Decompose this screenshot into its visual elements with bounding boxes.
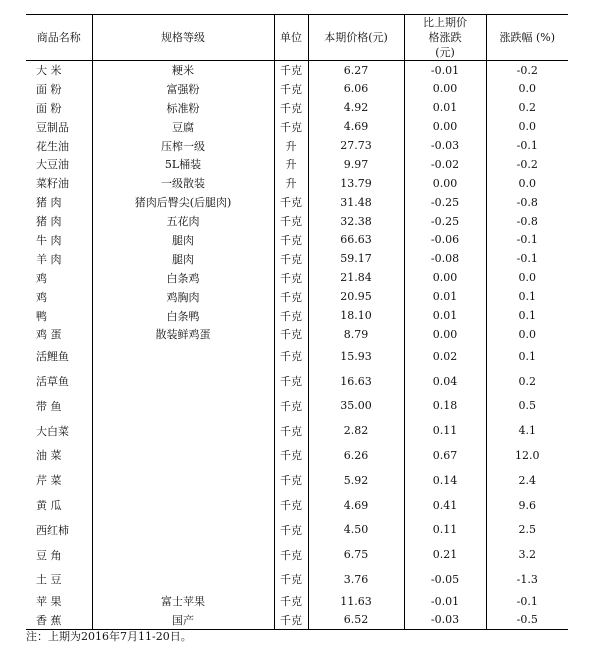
table-row xyxy=(26,117,568,136)
table-row xyxy=(26,468,568,493)
cell-price: 6.52 xyxy=(308,611,404,630)
cell-spec xyxy=(92,468,274,493)
cell-name: 活草鱼 xyxy=(36,375,69,389)
cell-spec: 猪肉后臀尖(后腿肉) xyxy=(92,193,274,212)
cell-unit: 千克 xyxy=(274,212,308,231)
cell-spec: 富士苹果 xyxy=(92,592,274,611)
cell-change: 0.00 xyxy=(404,117,486,136)
cell-name: 鸡 xyxy=(36,271,47,285)
table-row xyxy=(26,212,568,231)
cell-pct: 0.0 xyxy=(486,79,568,98)
cell-pct: -0.2 xyxy=(486,61,568,80)
cell-name: 油 菜 xyxy=(36,449,62,463)
table-row xyxy=(26,98,568,117)
cell-pct: -0.1 xyxy=(486,231,568,250)
cell-price: 6.26 xyxy=(308,443,404,468)
cell-spec xyxy=(92,542,274,567)
cell-spec: 粳米 xyxy=(92,61,274,80)
cell-price: 20.95 xyxy=(308,287,404,306)
cell-unit: 千克 xyxy=(274,249,308,268)
cell-price: 11.63 xyxy=(308,592,404,611)
table-row xyxy=(26,369,568,394)
cell-change: 0.14 xyxy=(404,468,486,493)
cell-name: 大白菜 xyxy=(36,424,69,438)
cell-spec xyxy=(92,418,274,443)
cell-unit: 千克 xyxy=(274,231,308,250)
cell-spec xyxy=(92,369,274,394)
table-row xyxy=(26,174,568,193)
cell-change: 0.02 xyxy=(404,344,486,369)
cell-name: 带 鱼 xyxy=(36,399,62,413)
table-row xyxy=(26,61,568,80)
table-row xyxy=(26,344,568,369)
cell-price: 5.92 xyxy=(308,468,404,493)
cell-pct: 2.4 xyxy=(486,468,568,493)
cell-spec xyxy=(92,393,274,418)
cell-price: 4.50 xyxy=(308,517,404,542)
cell-price: 6.27 xyxy=(308,61,404,80)
cell-price: 16.63 xyxy=(308,369,404,394)
cell-spec: 散装鲜鸡蛋 xyxy=(92,325,274,344)
table-body xyxy=(26,61,568,630)
header-spec: 规格等级 xyxy=(92,15,274,61)
cell-unit: 千克 xyxy=(274,542,308,567)
table-row xyxy=(26,231,568,250)
cell-change: 0.18 xyxy=(404,393,486,418)
cell-unit: 千克 xyxy=(274,79,308,98)
cell-spec: 鸡胸肉 xyxy=(92,287,274,306)
cell-price: 6.75 xyxy=(308,542,404,567)
cell-price: 15.93 xyxy=(308,344,404,369)
cell-unit: 千克 xyxy=(274,98,308,117)
table-row xyxy=(26,79,568,98)
cell-unit: 千克 xyxy=(274,268,308,287)
cell-change: 0.01 xyxy=(404,287,486,306)
cell-price: 4.69 xyxy=(308,117,404,136)
cell-price: 2.82 xyxy=(308,418,404,443)
cell-name: 大豆油 xyxy=(36,158,69,172)
cell-change: -0.25 xyxy=(404,212,486,231)
cell-change: -0.06 xyxy=(404,231,486,250)
table-row xyxy=(26,517,568,542)
cell-spec: 白条鸡 xyxy=(92,268,274,287)
cell-spec: 标准粉 xyxy=(92,98,274,117)
cell-spec xyxy=(92,493,274,518)
cell-price: 8.79 xyxy=(308,325,404,344)
cell-spec xyxy=(92,443,274,468)
cell-price: 13.79 xyxy=(308,174,404,193)
cell-spec: 豆腐 xyxy=(92,117,274,136)
cell-name: 菜籽油 xyxy=(36,177,69,191)
price-table xyxy=(26,14,568,630)
header-price: 本期价格(元) xyxy=(308,15,404,61)
cell-name: 西红柿 xyxy=(36,523,69,537)
cell-price: 4.69 xyxy=(308,493,404,518)
cell-change: 0.11 xyxy=(404,418,486,443)
cell-spec: 腿肉 xyxy=(92,231,274,250)
table-row xyxy=(26,155,568,174)
cell-pct: -0.8 xyxy=(486,193,568,212)
cell-name: 活鲤鱼 xyxy=(36,350,69,364)
cell-name: 大 米 xyxy=(36,64,62,78)
cell-pct: 12.0 xyxy=(486,443,568,468)
cell-name: 鸡 xyxy=(36,290,47,304)
table-row xyxy=(26,592,568,611)
table-row xyxy=(26,287,568,306)
table-header xyxy=(26,15,568,61)
cell-unit: 千克 xyxy=(274,611,308,630)
cell-pct: 0.1 xyxy=(486,287,568,306)
cell-change: 0.41 xyxy=(404,493,486,518)
cell-pct: 4.1 xyxy=(486,418,568,443)
cell-name: 土 豆 xyxy=(36,573,62,587)
cell-spec xyxy=(92,344,274,369)
cell-price: 18.10 xyxy=(308,306,404,325)
cell-price: 9.97 xyxy=(308,155,404,174)
footnote: 注：上期为2016年7月11-20日。 xyxy=(26,630,192,643)
cell-price: 32.38 xyxy=(308,212,404,231)
cell-unit: 千克 xyxy=(274,567,308,592)
cell-unit: 千克 xyxy=(274,287,308,306)
cell-unit: 千克 xyxy=(274,493,308,518)
cell-spec xyxy=(92,517,274,542)
cell-name: 鸡 蛋 xyxy=(36,328,62,342)
cell-spec: 压榨一级 xyxy=(92,136,274,155)
cell-unit: 千克 xyxy=(274,117,308,136)
cell-price: 31.48 xyxy=(308,193,404,212)
cell-pct: 0.0 xyxy=(486,174,568,193)
cell-change: 0.21 xyxy=(404,542,486,567)
cell-pct: -0.5 xyxy=(486,611,568,630)
cell-pct: -0.1 xyxy=(486,136,568,155)
cell-price: 3.76 xyxy=(308,567,404,592)
cell-unit: 升 xyxy=(274,136,308,155)
table-row xyxy=(26,306,568,325)
cell-change: -0.05 xyxy=(404,567,486,592)
cell-change: 0.01 xyxy=(404,98,486,117)
cell-change: 0.00 xyxy=(404,268,486,287)
cell-change: -0.01 xyxy=(404,592,486,611)
cell-pct: 0.2 xyxy=(486,98,568,117)
cell-unit: 千克 xyxy=(274,443,308,468)
cell-change: 0.01 xyxy=(404,306,486,325)
cell-price: 4.92 xyxy=(308,98,404,117)
cell-change: -0.08 xyxy=(404,249,486,268)
cell-change: -0.03 xyxy=(404,611,486,630)
cell-unit: 千克 xyxy=(274,592,308,611)
header-unit: 单位 xyxy=(274,15,308,61)
cell-pct: 0.1 xyxy=(486,306,568,325)
cell-price: 66.63 xyxy=(308,231,404,250)
cell-pct: 0.0 xyxy=(486,117,568,136)
cell-spec: 国产 xyxy=(92,611,274,630)
header-pct: 涨跌幅 (%) xyxy=(486,15,568,61)
table-row xyxy=(26,249,568,268)
table-row xyxy=(26,443,568,468)
cell-pct: 2.5 xyxy=(486,517,568,542)
table-row xyxy=(26,542,568,567)
cell-name: 苹 果 xyxy=(36,595,62,609)
cell-unit: 千克 xyxy=(274,306,308,325)
cell-pct: 0.5 xyxy=(486,393,568,418)
cell-unit: 升 xyxy=(274,174,308,193)
table-row xyxy=(26,418,568,443)
cell-name: 花生油 xyxy=(36,139,69,153)
cell-pct: 0.2 xyxy=(486,369,568,394)
cell-pct: 3.2 xyxy=(486,542,568,567)
table-row xyxy=(26,611,568,630)
cell-pct: 9.6 xyxy=(486,493,568,518)
cell-unit: 千克 xyxy=(274,61,308,80)
cell-unit: 千克 xyxy=(274,517,308,542)
cell-spec: 一级散装 xyxy=(92,174,274,193)
cell-change: 0.00 xyxy=(404,325,486,344)
cell-change: 0.67 xyxy=(404,443,486,468)
table-row xyxy=(26,493,568,518)
cell-price: 6.06 xyxy=(308,79,404,98)
cell-name: 芹 菜 xyxy=(36,474,62,488)
cell-pct: -0.1 xyxy=(486,592,568,611)
cell-spec: 白条鸭 xyxy=(92,306,274,325)
cell-change: -0.25 xyxy=(404,193,486,212)
cell-spec xyxy=(92,567,274,592)
table-row xyxy=(26,567,568,592)
table-row xyxy=(26,268,568,287)
cell-unit: 千克 xyxy=(274,325,308,344)
cell-pct: -0.1 xyxy=(486,249,568,268)
cell-price: 59.17 xyxy=(308,249,404,268)
cell-unit: 升 xyxy=(274,155,308,174)
cell-unit: 千克 xyxy=(274,468,308,493)
cell-name: 面 粉 xyxy=(36,101,62,115)
cell-spec: 富强粉 xyxy=(92,79,274,98)
cell-unit: 千克 xyxy=(274,344,308,369)
cell-name: 豆 角 xyxy=(36,548,62,562)
header-name: 商品名称 xyxy=(26,15,92,61)
cell-change: -0.03 xyxy=(404,136,486,155)
cell-name: 猪 肉 xyxy=(36,196,62,210)
cell-pct: 0.1 xyxy=(486,344,568,369)
cell-change: 0.00 xyxy=(404,174,486,193)
cell-pct: -1.3 xyxy=(486,567,568,592)
table-row xyxy=(26,325,568,344)
table-row xyxy=(26,393,568,418)
cell-pct: -0.2 xyxy=(486,155,568,174)
cell-unit: 千克 xyxy=(274,418,308,443)
table-row xyxy=(26,193,568,212)
cell-pct: 0.0 xyxy=(486,268,568,287)
cell-spec: 腿肉 xyxy=(92,249,274,268)
cell-unit: 千克 xyxy=(274,393,308,418)
cell-name: 鸭 xyxy=(36,309,47,323)
cell-name: 面 粉 xyxy=(36,82,62,96)
cell-name: 香 蕉 xyxy=(26,611,92,630)
cell-name: 猪 肉 xyxy=(36,215,62,229)
cell-spec: 5L桶装 xyxy=(92,155,274,174)
cell-spec: 五花肉 xyxy=(92,212,274,231)
cell-change: 0.11 xyxy=(404,517,486,542)
cell-unit: 千克 xyxy=(274,193,308,212)
cell-change: 0.04 xyxy=(404,369,486,394)
cell-pct: -0.8 xyxy=(486,212,568,231)
cell-change: -0.02 xyxy=(404,155,486,174)
cell-unit: 千克 xyxy=(274,369,308,394)
cell-price: 35.00 xyxy=(308,393,404,418)
cell-name: 羊 肉 xyxy=(36,252,62,266)
cell-price: 27.73 xyxy=(308,136,404,155)
header-change: 比上期价格涨跌(元) xyxy=(404,15,486,61)
cell-name: 豆制品 xyxy=(36,120,69,134)
cell-change: -0.01 xyxy=(404,61,486,80)
cell-price: 21.84 xyxy=(308,268,404,287)
cell-change: 0.00 xyxy=(404,79,486,98)
cell-name: 牛 肉 xyxy=(36,233,62,247)
table-row xyxy=(26,136,568,155)
cell-pct: 0.0 xyxy=(486,325,568,344)
cell-name: 黄 瓜 xyxy=(36,499,62,513)
